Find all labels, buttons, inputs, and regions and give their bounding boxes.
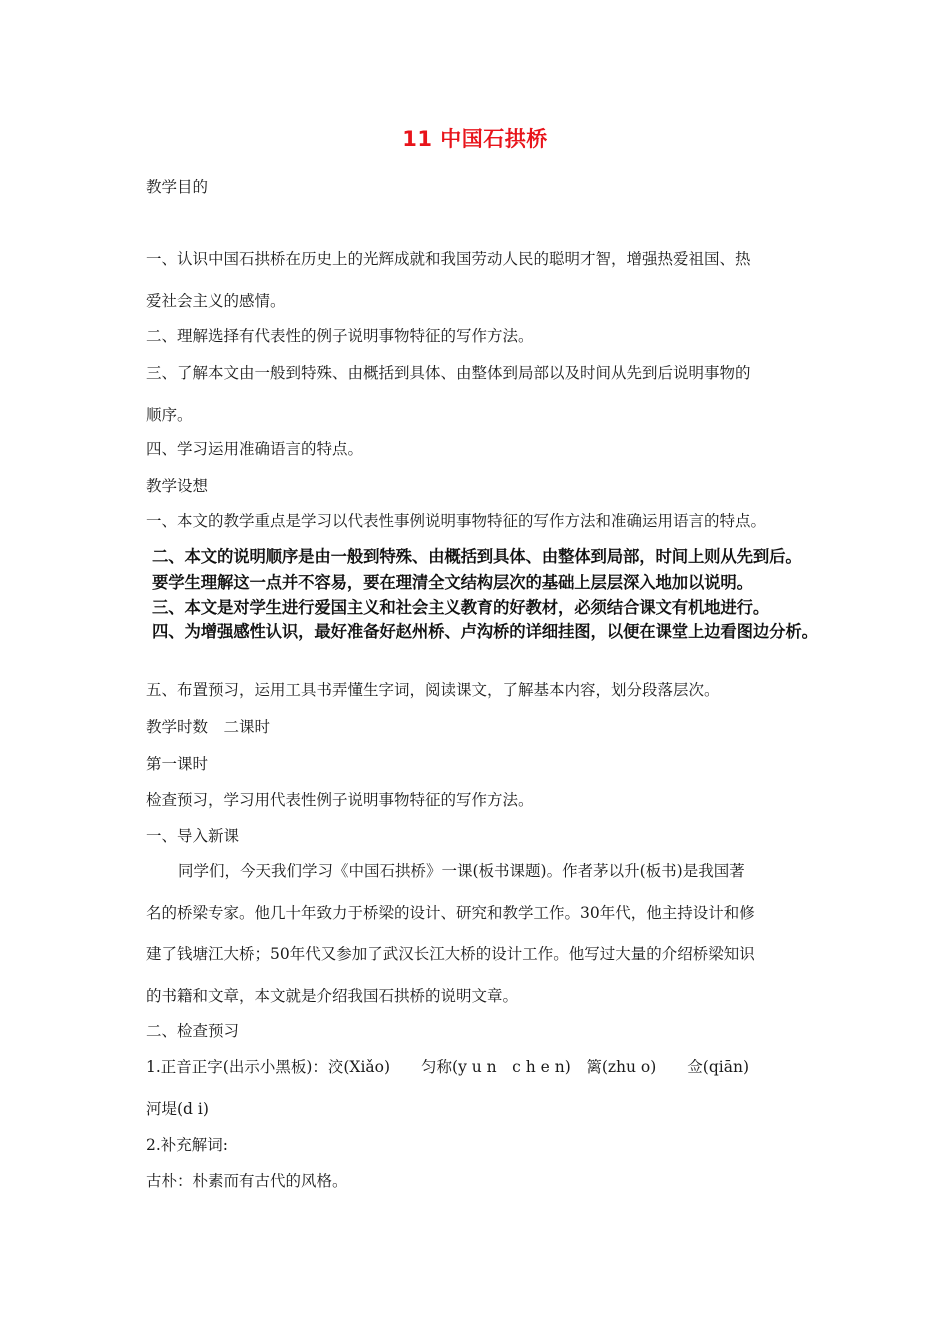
teaching-hours-line: 教学时数 二课时	[146, 718, 271, 736]
heading-check-preview: 二、检查预习	[146, 1022, 240, 1040]
paragraph-line: 名的桥梁专家。他几十年致力于桥梁的设计、研究和教学工作。30年代，他主持设计和修	[146, 904, 755, 922]
paragraph-line: 五、布置预习，运用工具书弄懂生字词，阅读课文，了解基本内容，划分段落层次。	[146, 681, 720, 699]
scanned-text-line: 二、本文的说明顺序是由一般到特殊、由概括到具体、由整体到局部，时间上则从先到后。	[152, 547, 802, 566]
pronunciation-line: 河堤(d i)	[146, 1100, 209, 1118]
paragraph-line: 三、了解本文由一般到特殊、由概括到具体、由整体到局部以及时间从先到后说明事物的	[146, 364, 751, 382]
paragraph-line: 建了钱塘江大桥；50年代又参加了武汉长江大桥的设计工作。他写过大量的介绍桥梁知识	[146, 945, 755, 963]
pronunciation-line: 1.正音正字(出示小黑板)：洨(Xiǎo) 匀称(y u n c h e n) 篱(zhu o) 佥(qiān)	[146, 1058, 749, 1076]
paragraph-line: 一、认识中国石拱桥在历史上的光辉成就和我国劳动人民的聪明才智，增强热爱祖国、热	[146, 250, 751, 268]
paragraph-line: 顺序。	[146, 406, 193, 424]
scanned-text-line: 三、本文是对学生进行爱国主义和社会主义教育的好教材，必须结合课文有机地进行。	[152, 598, 770, 617]
heading-teaching-design: 教学设想	[146, 477, 209, 495]
paragraph-line: 的书籍和文章，本文就是介绍我国石拱桥的说明文章。	[146, 987, 519, 1005]
paragraph-line: 2.补充解词:	[146, 1136, 229, 1154]
paragraph-line: 同学们，今天我们学习《中国石拱桥》一课(板书课题)。作者茅以升(板书)是我国著	[178, 862, 745, 880]
heading-teaching-goals: 教学目的	[146, 178, 209, 196]
paragraph-line: 古朴：朴素而有古代的风格。	[146, 1172, 348, 1190]
scanned-text-line: 要学生理解这一点并不容易，要在理清全文结构层次的基础上层层深入地加以说明。	[152, 573, 753, 592]
document-title: 11 中国石拱桥	[402, 127, 548, 151]
scanned-text-line: 四、为增强感性认识，最好准备好赵州桥、卢沟桥的详细挂图，以便在课堂上边看图边分析。	[152, 622, 818, 641]
paragraph-line: 二、理解选择有代表性的例子说明事物特征的写作方法。	[146, 327, 534, 345]
paragraph-line: 一、本文的教学重点是学习以代表性事例说明事物特征的写作方法和准确运用语言的特点。	[146, 512, 767, 530]
heading-introduction: 一、导入新课	[146, 827, 240, 845]
paragraph-line: 四、学习运用准确语言的特点。	[146, 440, 364, 458]
paragraph-line: 爱社会主义的感情。	[146, 292, 286, 310]
heading-first-lesson: 第一课时	[146, 755, 209, 773]
paragraph-line: 检查预习，学习用代表性例子说明事物特征的写作方法。	[146, 791, 534, 809]
